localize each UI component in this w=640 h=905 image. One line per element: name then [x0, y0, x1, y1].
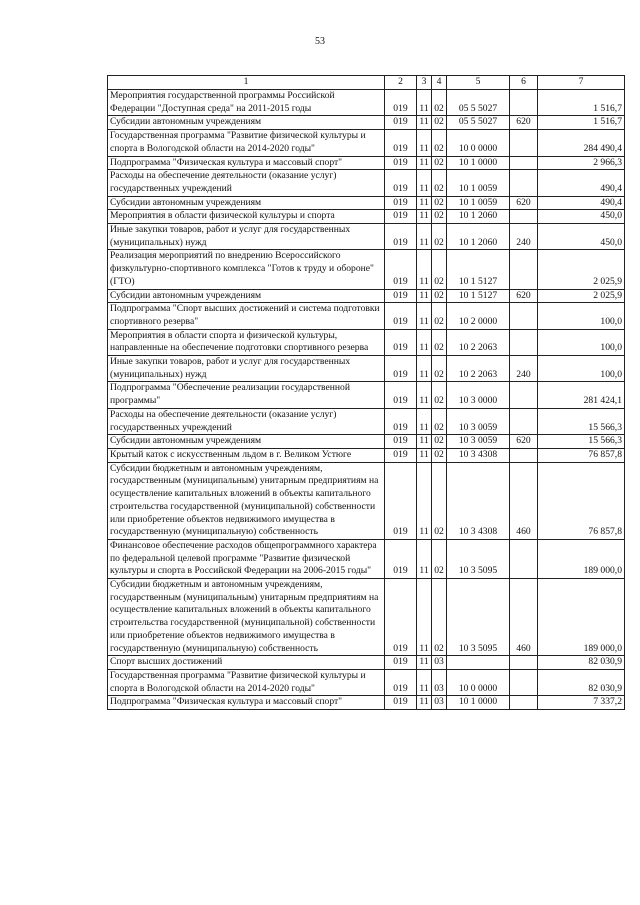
amount-cell: 82 030,9: [538, 656, 625, 670]
amount-cell: 490,4: [538, 170, 625, 196]
section-code-cell: 11: [417, 539, 432, 578]
target-article-cell: 10 0 0000: [447, 130, 510, 156]
table-header-row: [108, 76, 625, 90]
target-article-cell: 10 3 0000: [447, 382, 510, 408]
table-row: [108, 116, 625, 130]
subsection-code-cell: 02: [432, 539, 447, 578]
table-row: [108, 408, 625, 434]
target-article-cell: [447, 656, 510, 670]
table-row: [108, 289, 625, 303]
item-name-cell: Субсидии автономным учреждениям: [108, 435, 385, 449]
table-row: [108, 579, 625, 656]
target-article-cell: 10 1 0059: [447, 196, 510, 210]
subsection-code-cell: 02: [432, 448, 447, 462]
expense-type-cell: [510, 130, 538, 156]
admin-code-cell: 019: [385, 250, 417, 289]
target-article-cell: 10 3 5095: [447, 579, 510, 656]
item-name-cell: Государственная программа "Развитие физической культуры и спорта в Вологодской области на 2014-2020 годы": [108, 669, 385, 695]
subsection-code-cell: 02: [432, 130, 447, 156]
target-article-cell: 10 2 0000: [447, 303, 510, 329]
amount-cell: 82 030,9: [538, 669, 625, 695]
admin-code-cell: 019: [385, 382, 417, 408]
expense-type-cell: [510, 329, 538, 355]
amount-cell: 2 966,3: [538, 156, 625, 170]
column-header: 2: [385, 76, 417, 90]
expense-type-cell: 460: [510, 579, 538, 656]
amount-cell: 100,0: [538, 303, 625, 329]
target-article-cell: 10 0 0000: [447, 669, 510, 695]
amount-cell: 189 000,0: [538, 579, 625, 656]
admin-code-cell: 019: [385, 448, 417, 462]
page-number: 53: [315, 36, 325, 47]
section-code-cell: 11: [417, 210, 432, 224]
column-header: 7: [538, 76, 625, 90]
admin-code-cell: 019: [385, 130, 417, 156]
section-code-cell: 11: [417, 656, 432, 670]
expense-type-cell: 620: [510, 196, 538, 210]
expense-type-cell: [510, 656, 538, 670]
admin-code-cell: 019: [385, 462, 417, 539]
table-row: [108, 462, 625, 539]
table-row: [108, 656, 625, 670]
section-code-cell: 11: [417, 224, 432, 250]
section-code-cell: 11: [417, 116, 432, 130]
section-code-cell: 11: [417, 289, 432, 303]
expense-type-cell: [510, 382, 538, 408]
table-row: [108, 210, 625, 224]
amount-cell: 7 337,2: [538, 696, 625, 710]
table-row: [108, 356, 625, 382]
expense-type-cell: [510, 90, 538, 116]
subsection-code-cell: 03: [432, 696, 447, 710]
subsection-code-cell: 02: [432, 90, 447, 116]
admin-code-cell: 019: [385, 539, 417, 578]
expense-type-cell: [510, 539, 538, 578]
subsection-code-cell: 02: [432, 250, 447, 289]
subsection-code-cell: 03: [432, 656, 447, 670]
subsection-code-cell: 02: [432, 196, 447, 210]
admin-code-cell: 019: [385, 356, 417, 382]
admin-code-cell: 019: [385, 289, 417, 303]
target-article-cell: 10 3 0059: [447, 435, 510, 449]
admin-code-cell: 019: [385, 90, 417, 116]
item-name-cell: Субсидии автономным учреждениям: [108, 196, 385, 210]
target-article-cell: 10 1 5127: [447, 289, 510, 303]
admin-code-cell: 019: [385, 170, 417, 196]
item-name-cell: Мероприятия в области спорта и физической культуры, направленные на обеспечение подготовки спортивного резерва: [108, 329, 385, 355]
table-row: [108, 224, 625, 250]
item-name-cell: Подпрограмма "Физическая культура и массовый спорт": [108, 696, 385, 710]
table-row: [108, 539, 625, 578]
table-row: [108, 156, 625, 170]
expense-type-cell: [510, 210, 538, 224]
section-code-cell: 11: [417, 196, 432, 210]
column-header: 4: [432, 76, 447, 90]
expense-type-cell: 460: [510, 462, 538, 539]
admin-code-cell: 019: [385, 329, 417, 355]
table-row: [108, 696, 625, 710]
item-name-cell: Мероприятия государственной программы Российской Федерации "Доступная среда" на 2011-2015 годы: [108, 90, 385, 116]
item-name-cell: Подпрограмма "Физическая культура и массовый спорт": [108, 156, 385, 170]
section-code-cell: 11: [417, 382, 432, 408]
amount-cell: 284 490,4: [538, 130, 625, 156]
subsection-code-cell: 02: [432, 382, 447, 408]
expense-type-cell: [510, 170, 538, 196]
table-row: [108, 130, 625, 156]
item-name-cell: Иные закупки товаров, работ и услуг для государственных (муниципальных) нужд: [108, 224, 385, 250]
expense-type-cell: [510, 250, 538, 289]
target-article-cell: 10 3 4308: [447, 448, 510, 462]
item-name-cell: Финансовое обеспечение расходов общепрограммного характера по федеральной целевой программе "Развитие физической культуры и спорта в Российской Федерации на 2006-2015 годы": [108, 539, 385, 578]
amount-cell: 450,0: [538, 210, 625, 224]
section-code-cell: 11: [417, 156, 432, 170]
subsection-code-cell: 02: [432, 303, 447, 329]
item-name-cell: Государственная программа "Развитие физической культуры и спорта в Вологодской области на 2014-2020 годы": [108, 130, 385, 156]
section-code-cell: 11: [417, 669, 432, 695]
expense-type-cell: [510, 408, 538, 434]
amount-cell: 15 566,3: [538, 408, 625, 434]
target-article-cell: 10 3 0059: [447, 408, 510, 434]
expense-type-cell: 240: [510, 224, 538, 250]
target-article-cell: 10 3 4308: [447, 462, 510, 539]
expense-type-cell: [510, 669, 538, 695]
item-name-cell: Подпрограмма "Спорт высших достижений и система подготовки спортивного резерва": [108, 303, 385, 329]
target-article-cell: 05 5 5027: [447, 116, 510, 130]
item-name-cell: Субсидии бюджетным и автономным учреждениям, государственным (муниципальным) унитарным предприятиям на осуществление капитальных вложений в объекты капитального строительства государственной (муниципальной) собственности или приобретение объектов недвижимого имущества в государственную (муниципальную) собственность: [108, 462, 385, 539]
admin-code-cell: 019: [385, 116, 417, 130]
table-body: [108, 90, 625, 710]
section-code-cell: 11: [417, 408, 432, 434]
target-article-cell: 10 1 0000: [447, 156, 510, 170]
section-code-cell: 11: [417, 170, 432, 196]
expense-type-cell: [510, 156, 538, 170]
column-header: 1: [108, 76, 385, 90]
section-code-cell: 11: [417, 90, 432, 116]
column-header: 6: [510, 76, 538, 90]
table-row: [108, 303, 625, 329]
target-article-cell: 10 1 0000: [447, 696, 510, 710]
section-code-cell: 11: [417, 696, 432, 710]
table-row: [108, 448, 625, 462]
admin-code-cell: 019: [385, 156, 417, 170]
amount-cell: 2 025,9: [538, 250, 625, 289]
table-row: [108, 435, 625, 449]
expense-type-cell: 620: [510, 289, 538, 303]
section-code-cell: 11: [417, 130, 432, 156]
table-row: [108, 382, 625, 408]
amount-cell: 100,0: [538, 329, 625, 355]
subsection-code-cell: 02: [432, 579, 447, 656]
target-article-cell: 05 5 5027: [447, 90, 510, 116]
amount-cell: 76 857,8: [538, 448, 625, 462]
admin-code-cell: 019: [385, 303, 417, 329]
subsection-code-cell: 02: [432, 170, 447, 196]
section-code-cell: 11: [417, 250, 432, 289]
expense-type-cell: [510, 696, 538, 710]
expense-type-cell: 620: [510, 435, 538, 449]
target-article-cell: 10 1 2060: [447, 210, 510, 224]
section-code-cell: 11: [417, 303, 432, 329]
item-name-cell: Реализация мероприятий по внедрению Всероссийского физкультурно-спортивного комплекса "Готов к труду и обороне" (ГТО): [108, 250, 385, 289]
item-name-cell: Мероприятия в области физической культуры и спорта: [108, 210, 385, 224]
item-name-cell: Крытый каток с искусственным льдом в г. Великом Устюге: [108, 448, 385, 462]
amount-cell: 281 424,1: [538, 382, 625, 408]
expense-type-cell: [510, 303, 538, 329]
table-row: [108, 329, 625, 355]
item-name-cell: Спорт высших достижений: [108, 656, 385, 670]
section-code-cell: 11: [417, 435, 432, 449]
target-article-cell: 10 3 5095: [447, 539, 510, 578]
expense-type-cell: [510, 448, 538, 462]
subsection-code-cell: 02: [432, 408, 447, 434]
admin-code-cell: 019: [385, 435, 417, 449]
admin-code-cell: 019: [385, 669, 417, 695]
target-article-cell: 10 1 2060: [447, 224, 510, 250]
item-name-cell: Субсидии бюджетным и автономным учреждениям, государственным (муниципальным) унитарным предприятиям на осуществление капитальных вложений в объекты капитального строительства государственной (муниципальной) собственности или приобретение объектов недвижимого имущества в государственную (муниципальную) собственность: [108, 579, 385, 656]
subsection-code-cell: 02: [432, 356, 447, 382]
table-row: [108, 250, 625, 289]
expense-type-cell: 240: [510, 356, 538, 382]
subsection-code-cell: 02: [432, 329, 447, 355]
subsection-code-cell: 02: [432, 435, 447, 449]
item-name-cell: Субсидии автономным учреждениям: [108, 116, 385, 130]
section-code-cell: 11: [417, 329, 432, 355]
admin-code-cell: 019: [385, 224, 417, 250]
admin-code-cell: 019: [385, 656, 417, 670]
subsection-code-cell: 02: [432, 224, 447, 250]
budget-table: [107, 75, 625, 710]
item-name-cell: Расходы на обеспечение деятельности (оказание услуг) государственных учреждений: [108, 408, 385, 434]
admin-code-cell: 019: [385, 210, 417, 224]
section-code-cell: 11: [417, 579, 432, 656]
item-name-cell: Иные закупки товаров, работ и услуг для государственных (муниципальных) нужд: [108, 356, 385, 382]
subsection-code-cell: 03: [432, 669, 447, 695]
amount-cell: 1 516,7: [538, 90, 625, 116]
amount-cell: 100,0: [538, 356, 625, 382]
target-article-cell: 10 1 0059: [447, 170, 510, 196]
table-row: [108, 196, 625, 210]
subsection-code-cell: 02: [432, 210, 447, 224]
amount-cell: 76 857,8: [538, 462, 625, 539]
item-name-cell: Расходы на обеспечение деятельности (оказание услуг) государственных учреждений: [108, 170, 385, 196]
section-code-cell: 11: [417, 356, 432, 382]
admin-code-cell: 019: [385, 696, 417, 710]
target-article-cell: 10 2 2063: [447, 356, 510, 382]
section-code-cell: 11: [417, 448, 432, 462]
admin-code-cell: 019: [385, 408, 417, 434]
item-name-cell: Субсидии автономным учреждениям: [108, 289, 385, 303]
amount-cell: 450,0: [538, 224, 625, 250]
admin-code-cell: 019: [385, 196, 417, 210]
amount-cell: 2 025,9: [538, 289, 625, 303]
amount-cell: 15 566,3: [538, 435, 625, 449]
subsection-code-cell: 02: [432, 462, 447, 539]
amount-cell: 189 000,0: [538, 539, 625, 578]
expense-type-cell: 620: [510, 116, 538, 130]
subsection-code-cell: 02: [432, 116, 447, 130]
table-row: [108, 170, 625, 196]
item-name-cell: Подпрограмма "Обеспечение реализации государственной программы": [108, 382, 385, 408]
target-article-cell: 10 1 5127: [447, 250, 510, 289]
subsection-code-cell: 02: [432, 289, 447, 303]
amount-cell: 490,4: [538, 196, 625, 210]
table-row: [108, 90, 625, 116]
column-header: 5: [447, 76, 510, 90]
subsection-code-cell: 02: [432, 156, 447, 170]
target-article-cell: 10 2 2063: [447, 329, 510, 355]
column-header: 3: [417, 76, 432, 90]
amount-cell: 1 516,7: [538, 116, 625, 130]
admin-code-cell: 019: [385, 579, 417, 656]
section-code-cell: 11: [417, 462, 432, 539]
table-row: [108, 669, 625, 695]
